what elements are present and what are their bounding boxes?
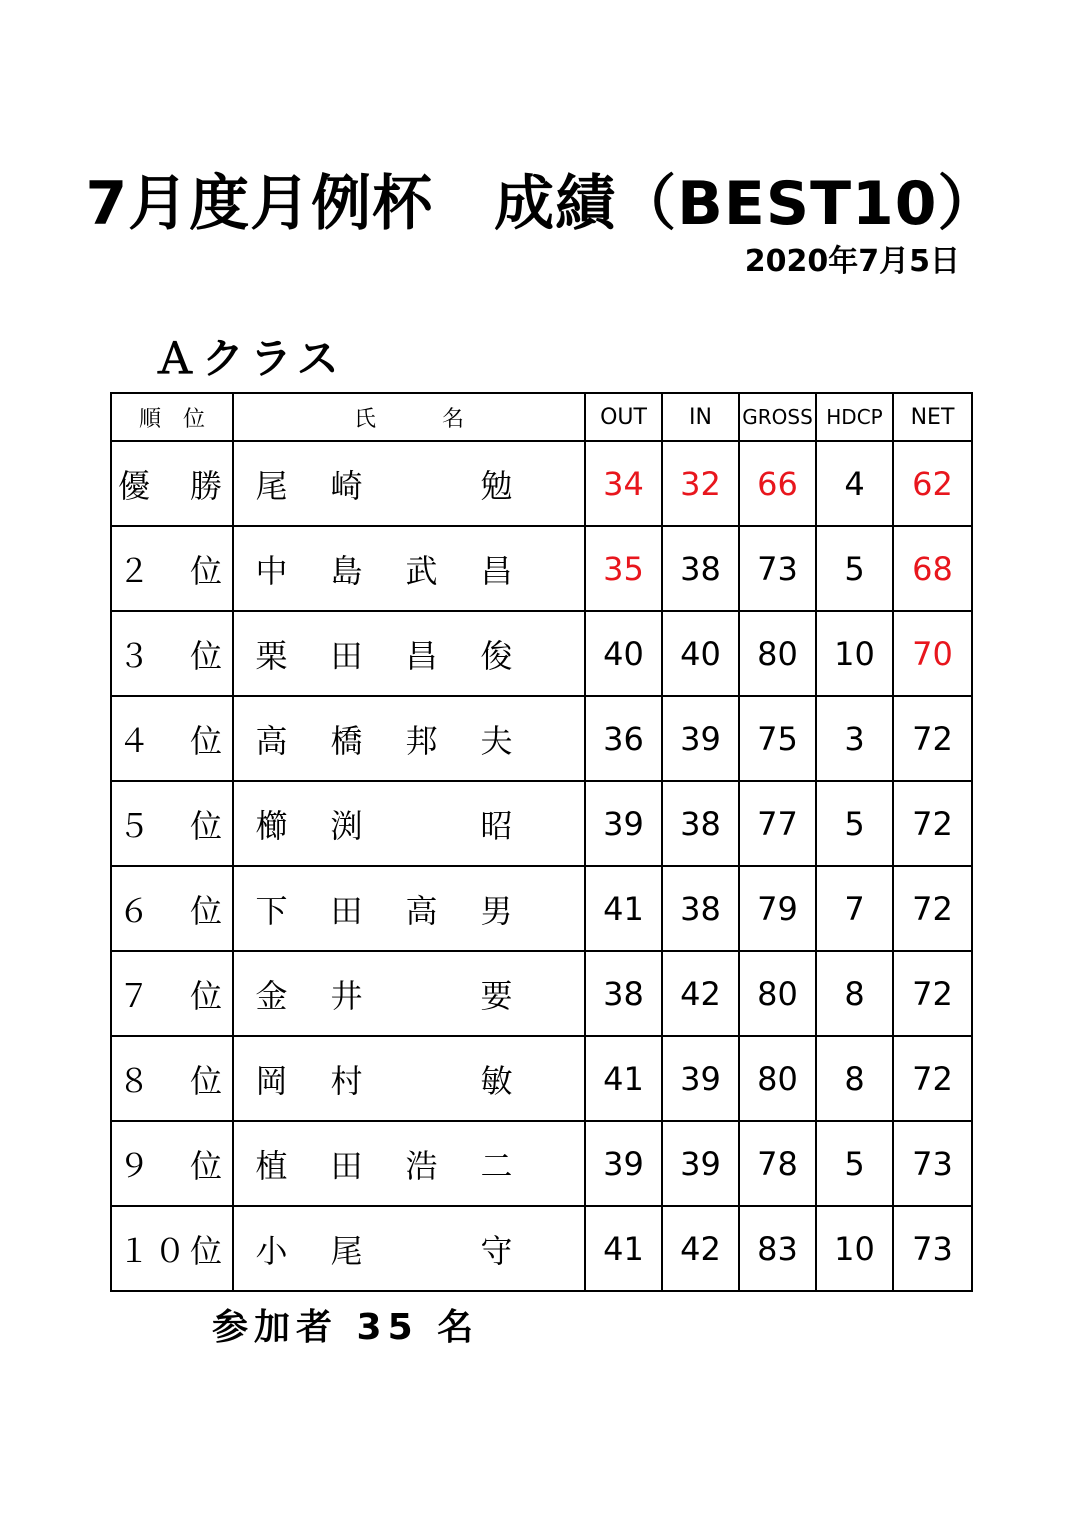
results-body <box>111 441 972 1291</box>
hdcp-cell: 10 <box>816 1206 893 1291</box>
net-cell: 73 <box>893 1206 972 1291</box>
name-cell <box>233 1121 585 1206</box>
name-char: 勉 <box>480 466 513 505</box>
name-char: 浩 <box>405 1146 438 1185</box>
player-name <box>234 461 534 507</box>
name-char <box>384 1226 459 1272</box>
hdcp-cell: 3 <box>816 696 893 781</box>
gross-cell: 66 <box>739 441 816 526</box>
out-cell: 40 <box>585 611 662 696</box>
name-char: 田 <box>330 1146 363 1185</box>
hdcp-cell: 5 <box>816 781 893 866</box>
net-cell: 72 <box>893 781 972 866</box>
in-cell: 38 <box>662 781 739 866</box>
net-header: NET <box>893 393 972 441</box>
net-cell: 72 <box>893 1036 972 1121</box>
name-char: 田 <box>330 891 363 930</box>
table-row <box>111 1121 972 1206</box>
player-name <box>234 631 534 677</box>
hdcp-cell: 5 <box>816 526 893 611</box>
rank-cell: ２ 位 <box>111 526 233 611</box>
net-cell: 72 <box>893 866 972 951</box>
out-cell: 41 <box>585 1206 662 1291</box>
net-cell: 62 <box>893 441 972 526</box>
name-char: 昭 <box>480 806 513 845</box>
out-cell: 41 <box>585 1036 662 1121</box>
participant-count: 参加者 35 名 <box>212 1307 480 1348</box>
name-char: 夫 <box>480 721 513 760</box>
hdcp-cell: 8 <box>816 1036 893 1121</box>
table-row <box>111 611 972 696</box>
name-cell <box>233 866 585 951</box>
gross-cell: 80 <box>739 1036 816 1121</box>
hdcp-cell: 8 <box>816 951 893 1036</box>
player-name <box>234 716 534 762</box>
name-char: 守 <box>480 1231 513 1270</box>
player-name <box>234 1226 534 1272</box>
gross-cell: 79 <box>739 866 816 951</box>
name-char: 昌 <box>480 551 513 590</box>
hdcp-cell: 7 <box>816 866 893 951</box>
gross-cell: 75 <box>739 696 816 781</box>
name-char: 田 <box>330 636 363 675</box>
out-header: OUT <box>585 393 662 441</box>
rank-cell: ７ 位 <box>111 951 233 1036</box>
class-label: Ａクラス <box>154 334 345 383</box>
name-cell <box>233 1206 585 1291</box>
name-cell <box>233 1036 585 1121</box>
results-table <box>110 392 973 1292</box>
name-header: 氏 名 <box>233 393 585 441</box>
name-char: 尾 <box>255 466 288 505</box>
name-char: 島 <box>330 551 363 590</box>
player-name <box>234 546 534 592</box>
gross-cell: 80 <box>739 951 816 1036</box>
table-row <box>111 441 972 526</box>
out-cell: 35 <box>585 526 662 611</box>
player-name <box>234 886 534 932</box>
name-char <box>384 971 459 1017</box>
in-header: IN <box>662 393 739 441</box>
rank-cell: ３ 位 <box>111 611 233 696</box>
name-char: 尾 <box>330 1231 363 1270</box>
out-cell: 38 <box>585 951 662 1036</box>
rank-cell: １０位 <box>111 1206 233 1291</box>
name-char: 栗 <box>255 636 288 675</box>
in-cell: 42 <box>662 951 739 1036</box>
out-cell: 39 <box>585 1121 662 1206</box>
net-cell: 70 <box>893 611 972 696</box>
name-char: 二 <box>480 1146 513 1185</box>
rank-cell: ４ 位 <box>111 696 233 781</box>
table-row <box>111 696 972 781</box>
name-char: 要 <box>480 976 513 1015</box>
name-char: 小 <box>255 1231 288 1270</box>
out-cell: 39 <box>585 781 662 866</box>
name-cell <box>233 441 585 526</box>
page-title: 7月度月例杯 成績（BEST10） <box>85 169 999 239</box>
name-char: 武 <box>405 551 438 590</box>
name-char: 中 <box>255 551 288 590</box>
name-char: 俊 <box>480 636 513 675</box>
rank-header: 順 位 <box>111 393 233 441</box>
net-cell: 72 <box>893 696 972 781</box>
rank-cell: ８ 位 <box>111 1036 233 1121</box>
gross-cell: 78 <box>739 1121 816 1206</box>
name-char: 敏 <box>480 1061 513 1100</box>
player-name <box>234 1056 534 1102</box>
in-cell: 39 <box>662 1121 739 1206</box>
player-name <box>234 1141 534 1187</box>
table-row <box>111 951 972 1036</box>
hdcp-cell: 10 <box>816 611 893 696</box>
net-cell: 73 <box>893 1121 972 1206</box>
table-row <box>111 866 972 951</box>
name-cell <box>233 611 585 696</box>
gross-cell: 77 <box>739 781 816 866</box>
name-char <box>384 461 459 507</box>
rank-cell: ９ 位 <box>111 1121 233 1206</box>
name-char: 植 <box>255 1146 288 1185</box>
name-cell <box>233 781 585 866</box>
name-char <box>384 801 459 847</box>
in-cell: 38 <box>662 866 739 951</box>
in-cell: 42 <box>662 1206 739 1291</box>
table-row <box>111 1036 972 1121</box>
name-char: 高 <box>405 891 438 930</box>
table-row <box>111 526 972 611</box>
hdcp-header: HDCP <box>816 393 893 441</box>
table-row <box>111 1206 972 1291</box>
event-date: 2020年7月5日 <box>744 244 960 279</box>
header-row <box>111 393 972 441</box>
net-cell: 72 <box>893 951 972 1036</box>
name-char <box>384 1056 459 1102</box>
name-cell <box>233 951 585 1036</box>
rank-cell: 優 勝 <box>111 441 233 526</box>
name-char: 岡 <box>255 1061 288 1100</box>
out-cell: 36 <box>585 696 662 781</box>
name-char: 邦 <box>405 721 438 760</box>
gross-cell: 73 <box>739 526 816 611</box>
player-name <box>234 801 534 847</box>
name-char: 渕 <box>330 806 363 845</box>
net-cell: 68 <box>893 526 972 611</box>
name-char: 金 <box>255 976 288 1015</box>
rank-cell: ６ 位 <box>111 866 233 951</box>
name-char: 男 <box>480 891 513 930</box>
name-char: 昌 <box>405 636 438 675</box>
name-cell <box>233 696 585 781</box>
name-char: 井 <box>330 976 363 1015</box>
name-char: 高 <box>255 721 288 760</box>
in-cell: 32 <box>662 441 739 526</box>
name-char: 下 <box>255 891 288 930</box>
table-row <box>111 781 972 866</box>
name-char: 橋 <box>330 721 363 760</box>
gross-header: GROSS <box>739 393 816 441</box>
in-cell: 38 <box>662 526 739 611</box>
name-char: 村 <box>330 1061 363 1100</box>
gross-cell: 83 <box>739 1206 816 1291</box>
name-cell <box>233 526 585 611</box>
player-name <box>234 971 534 1017</box>
name-char: 櫛 <box>255 806 288 845</box>
in-cell: 40 <box>662 611 739 696</box>
rank-cell: ５ 位 <box>111 781 233 866</box>
out-cell: 41 <box>585 866 662 951</box>
gross-cell: 80 <box>739 611 816 696</box>
name-char: 崎 <box>330 466 363 505</box>
in-cell: 39 <box>662 696 739 781</box>
out-cell: 34 <box>585 441 662 526</box>
hdcp-cell: 4 <box>816 441 893 526</box>
hdcp-cell: 5 <box>816 1121 893 1206</box>
in-cell: 39 <box>662 1036 739 1121</box>
